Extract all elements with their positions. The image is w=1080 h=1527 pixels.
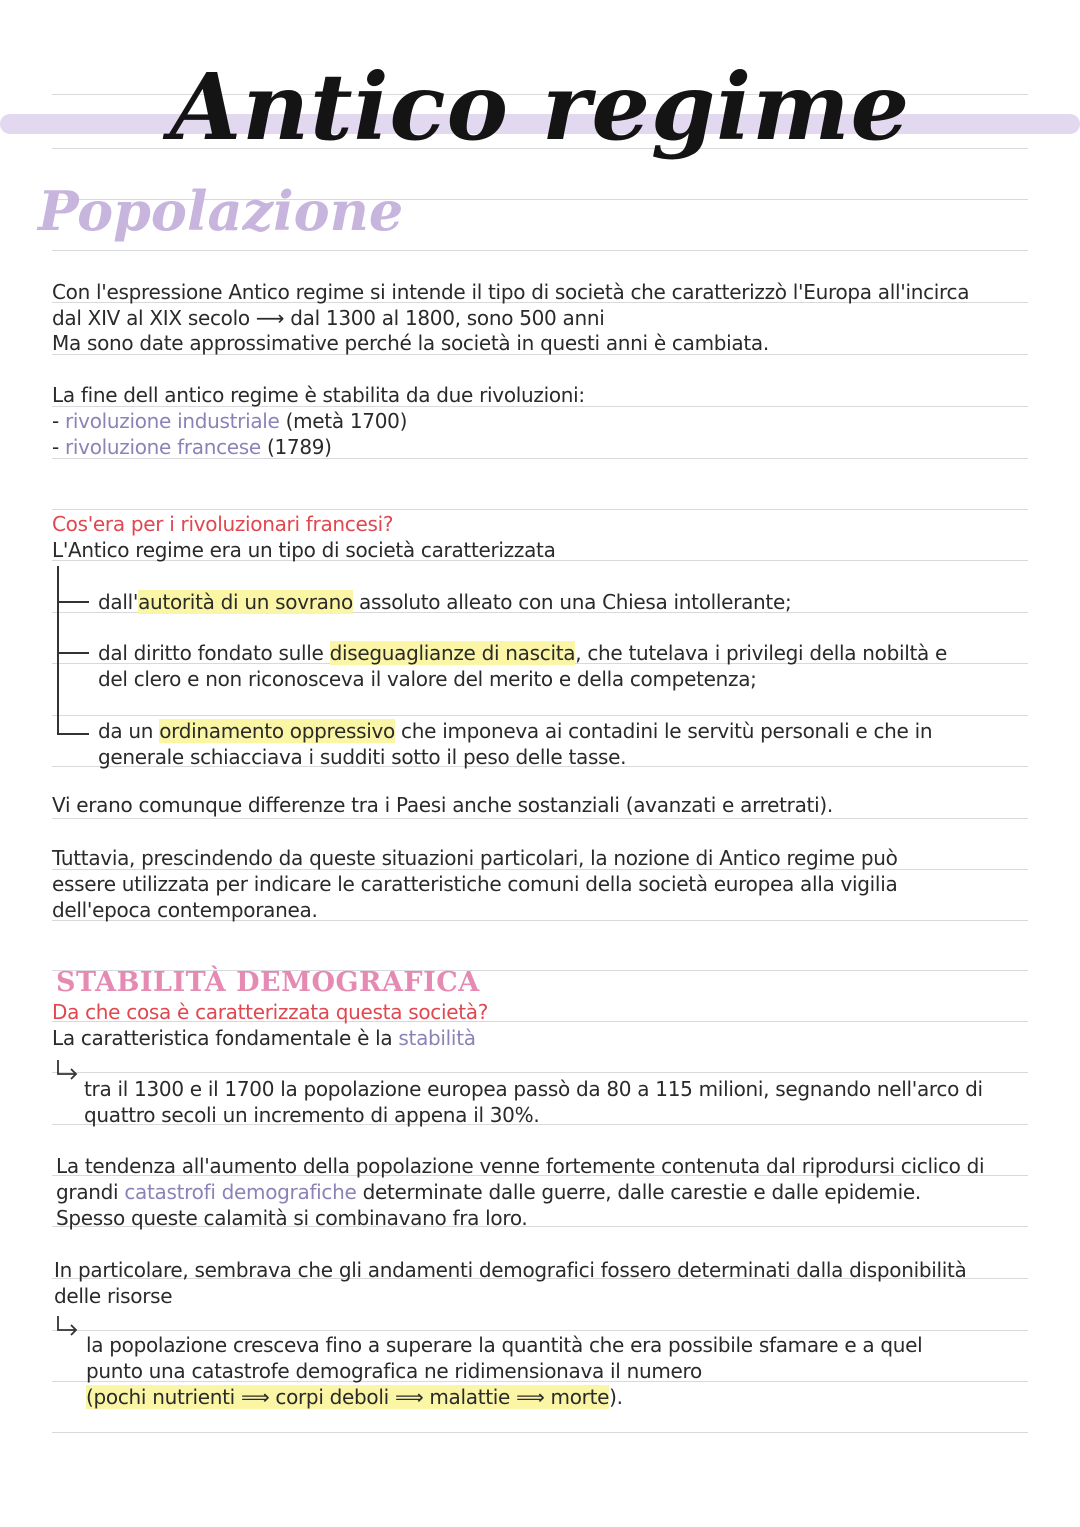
p3-line-1: In particolare, sembrava che gli andamenti demografici fossero determinati dalla disponibilità xyxy=(54,1258,967,1282)
term-catastrofi-demografiche: catastrofi demografiche xyxy=(124,1180,357,1204)
tree-branch-2 xyxy=(57,652,89,654)
bullet-ordinamento: da un ordinamento oppressivo che imponeva ai contadini le servitù personali e che in xyxy=(98,719,933,743)
arrow2-line-1: la popolazione cresceva fino a superare la quantità che era possibile sfamare e a quel xyxy=(86,1333,923,1357)
arrow1-line-1: tra il 1300 e il 1700 la popolazione europea passò da 80 a 115 milioni, segnando nell'arco di xyxy=(84,1077,983,1101)
p2-line-1: La tendenza all'aumento della popolazione venne fortemente contenuta dal riprodursi ciclico di xyxy=(56,1154,985,1178)
arrow2-line-2: punto una catastrofe demografica ne ridimensionava il numero xyxy=(86,1359,702,1383)
end-item-1: - rivoluzione industriale (metà 1700) xyxy=(52,409,408,433)
revolutionaries-line-1: L'Antico regime era un tipo di società caratterizzata xyxy=(52,538,556,562)
end-item-2: - rivoluzione francese (1789) xyxy=(52,435,332,459)
p2-line-3: Spesso queste calamità si combinavano fra loro. xyxy=(56,1206,528,1230)
ruled-line xyxy=(52,509,1028,510)
page-subtitle: Popolazione xyxy=(38,179,404,243)
however-line-2: essere utilizzata per indicare le caratteristiche comuni della società europea alla vigilia xyxy=(52,872,898,896)
highlight-chain: pochi nutrienti ⟹ corpi deboli ⟹ malattie ⟹ morte xyxy=(93,1385,610,1409)
ruled-line xyxy=(52,250,1028,251)
arrow1-line-2: quattro secoli un incremento di appena il 30%. xyxy=(84,1103,540,1127)
however-line-1: Tuttavia, prescindendo da queste situazioni particolari, la nozione di Antico regime può xyxy=(52,846,898,870)
tree-branch-3 xyxy=(57,733,89,735)
bullet-diritto: dal diritto fondato sulle diseguaglianze di nascita, che tutelava i privilegi della nobiltà e xyxy=(98,641,948,665)
ruled-line xyxy=(52,1432,1028,1433)
bullet-sovrano: dall'autorità di un sovrano assoluto alleato con una Chiesa intollerante; xyxy=(98,590,792,614)
hooked-arrow-icon xyxy=(54,1058,80,1084)
question-societa: Da che cosa è caratterizzata questa società? xyxy=(52,1000,489,1024)
intro-line-2: dal XIV al XIX secolo ⟶ dal 1300 al 1800, sono 500 anni xyxy=(52,306,605,330)
hooked-arrow-icon xyxy=(54,1314,80,1340)
section-heading-stabilita: STABILITÀ DEMOGRAFICA xyxy=(56,967,480,998)
term-rivoluzione-francese: rivoluzione francese xyxy=(64,435,261,459)
differences-line: Vi erano comunque differenze tra i Paesi anche sostanziali (avanzati e arretrati). xyxy=(52,793,833,817)
ruled-line xyxy=(52,818,1028,819)
tree-bracket-icon xyxy=(57,566,59,734)
highlight-sovrano: autorità di un sovrano xyxy=(138,590,353,614)
stability-line-1: La caratteristica fondamentale è la stabilità xyxy=(52,1026,476,1050)
bullet-ordinamento-line-2: generale schiacciava i sudditi sotto il peso delle tasse. xyxy=(98,745,627,769)
question-revolutionaries: Cos'era per i rivoluzionari francesi? xyxy=(52,512,394,536)
ruled-line xyxy=(52,1330,1028,1331)
page-title: Antico regime xyxy=(169,53,911,161)
p3-line-2: delle risorse xyxy=(54,1284,173,1308)
ruled-line xyxy=(52,1072,1028,1073)
however-line-3: dell'epoca contemporanea. xyxy=(52,898,318,922)
intro-line-3: Ma sono date approssimative perché la società in questi anni è cambiata. xyxy=(52,331,769,355)
bullet-diritto-line-2: del clero e non riconosceva il valore del merito e della competenza; xyxy=(98,667,757,691)
intro-line-1: Con l'espressione Antico regime si intende il tipo di società che caratterizzò l'Europa all'incirca xyxy=(52,280,970,304)
p2-line-2: grandi catastrofi demografiche determinate dalle guerre, dalle carestie e dalle epidemie. xyxy=(56,1180,921,1204)
highlight-diseguaglianze: diseguaglianze di nascita xyxy=(329,641,576,665)
term-rivoluzione-industriale: rivoluzione industriale xyxy=(64,409,280,433)
end-line-1: La fine dell antico regime è stabilita da due rivoluzioni: xyxy=(52,383,585,407)
highlight-ordinamento: ordinamento oppressivo xyxy=(159,719,395,743)
ruled-line xyxy=(52,715,1028,716)
term-stabilita: stabilità xyxy=(398,1026,476,1050)
tree-branch-1 xyxy=(57,601,89,603)
consequence-chain: (pochi nutrienti ⟹ corpi deboli ⟹ malattie ⟹ morte). xyxy=(86,1385,623,1409)
